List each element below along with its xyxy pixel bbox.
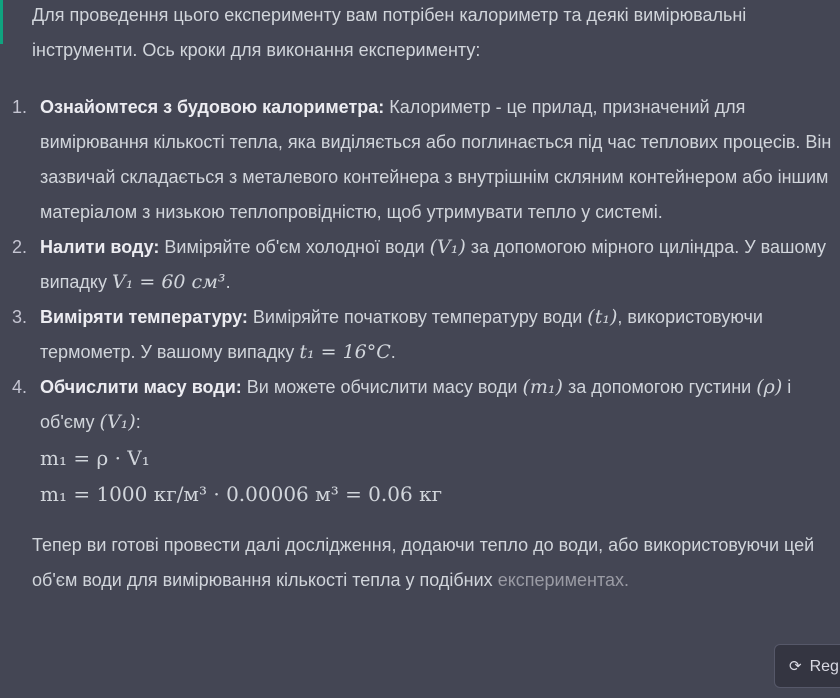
math-inline: (t₁) — [587, 306, 618, 328]
message-accent-bar — [0, 0, 3, 44]
list-number: 3. — [12, 307, 28, 327]
final-paragraph — [32, 528, 840, 598]
assistant-message — [12, 0, 840, 598]
step-title: Виміряти температуру: — [40, 307, 248, 327]
list-item — [12, 90, 840, 230]
final-text-faded: експериментах. — [497, 570, 629, 590]
step-text: Калориметр - це прилад, призначений для вимірювання кількості тепла, яка виділяється або поглинається під час теплових процесів. Він зазвичай складається з металевого контейнера з внутрішнім скляним контейнером або іншим матеріалом з низькою теплопровідністю, щоб утримувати тепло у системі. — [40, 97, 832, 222]
step-title: Ознайомтеся з будовою калориметра: — [40, 97, 385, 117]
step-text: : — [135, 412, 141, 432]
step-text: . — [225, 272, 231, 292]
step-text: , використовуючи термометр. У вашому випадку — [40, 307, 763, 362]
list-number: 4. — [12, 377, 28, 397]
intro-paragraph: Для проведення цього експерименту вам потрібен калориметр та деякі вимірювальні інструменти. Ось кроки для виконання експерименту: — [32, 5, 747, 60]
step-text: Виміряйте об'єм холодної води — [164, 237, 425, 257]
step-text: і об'єму — [40, 377, 792, 432]
step-title: Налити воду: — [40, 237, 160, 257]
step-text: за допомогою густини — [567, 377, 752, 397]
math-inline: V₁ = 60 см³ — [111, 271, 226, 293]
final-text: Тепер ви готові провести далі дослідження, додаючи тепло до води, або використовуючи цей об'єм води для вимірювання кількості тепла у подібних — [32, 535, 815, 590]
math-inline: t₁ = 16°C — [299, 341, 391, 363]
list-number: 1. — [12, 97, 28, 117]
math-inline: (V₁) — [429, 236, 466, 258]
regenerate-button[interactable] — [774, 644, 840, 688]
step-text: . — [390, 342, 396, 362]
list-item — [12, 370, 840, 512]
formula-mass-calculation: m₁ = 1000 кг/м³ · 0.00006 м³ = 0.06 кг — [40, 482, 443, 506]
step-text: Ви можете обчислити масу води — [246, 377, 518, 397]
math-inline: (V₁) — [99, 411, 136, 433]
step-text: Виміряйте початкову температуру води — [252, 307, 583, 327]
list-item — [12, 230, 840, 300]
formula-mass: m₁ = ρ · V₁ — [40, 446, 150, 470]
steps-list — [12, 90, 840, 512]
list-item — [12, 300, 840, 370]
step-title: Обчислити масу води: — [40, 377, 242, 397]
refresh-icon: ⟳ — [789, 658, 802, 675]
list-number: 2. — [12, 237, 28, 257]
step-text: за допомогою мірного циліндра. У вашому випадку — [40, 237, 827, 292]
math-inline: (ρ) — [756, 376, 783, 398]
math-inline: (m₁) — [522, 376, 563, 398]
regenerate-label: Reg — [809, 658, 839, 675]
